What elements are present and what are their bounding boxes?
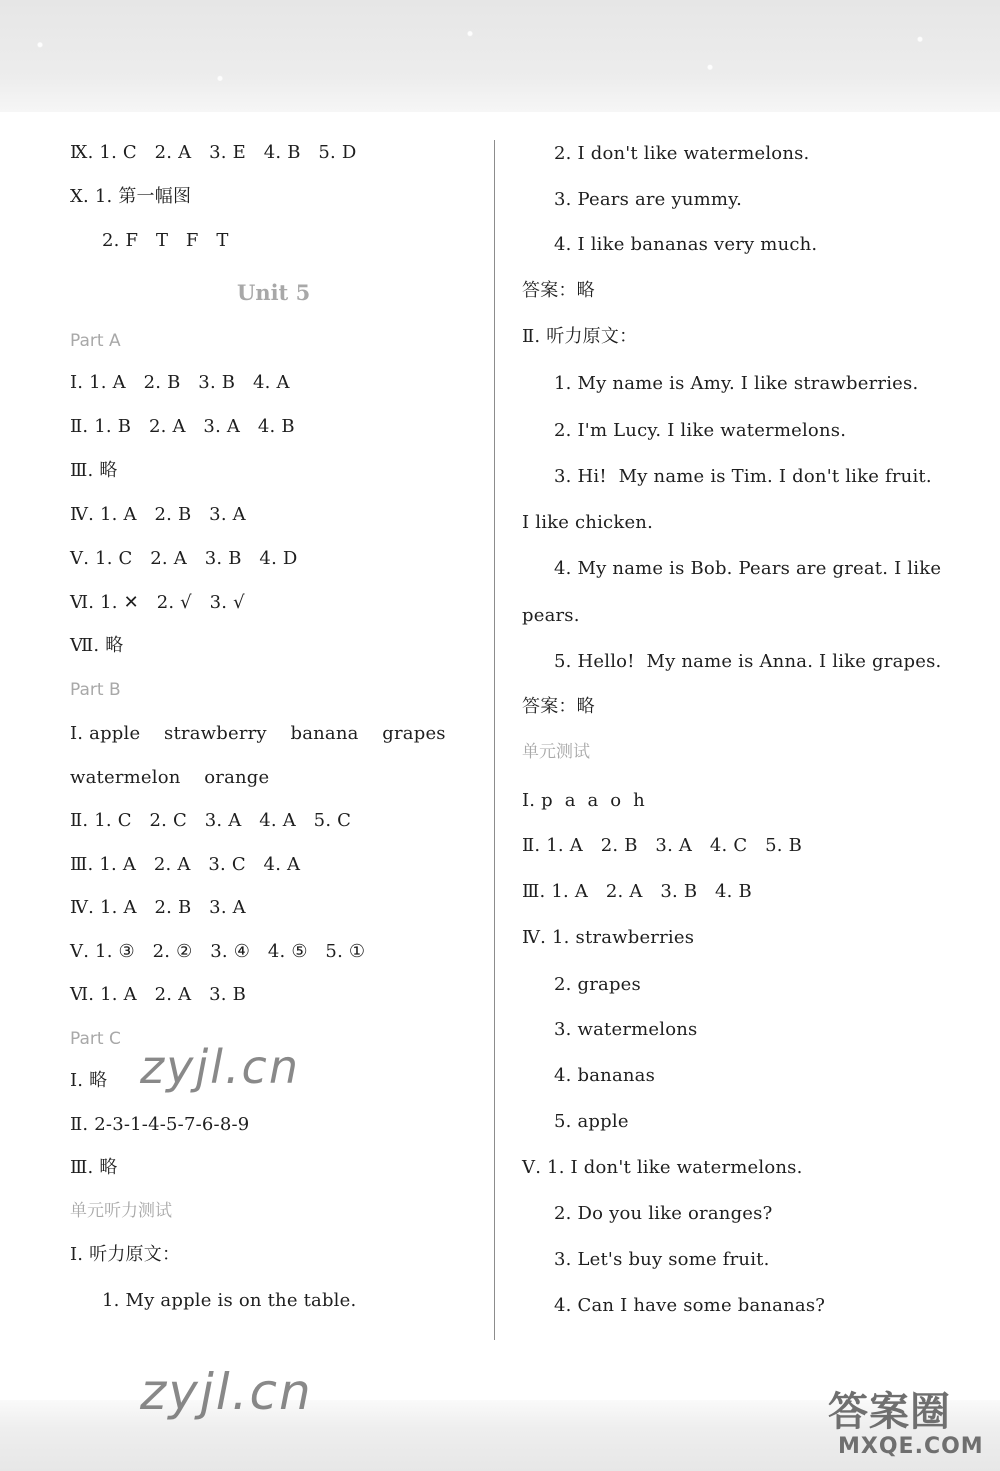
watermark-url: MXQE.COM xyxy=(838,1434,984,1459)
right-line-11: pears. xyxy=(522,605,580,626)
unit-test-line-5c: 3. Let's buy some fruit. xyxy=(554,1249,770,1270)
part-c-line-3: Ⅲ. 略 xyxy=(70,1157,118,1178)
unit-test-line-5b: 2. Do you like oranges? xyxy=(554,1203,773,1224)
watermark-logo: 答案圈 xyxy=(828,1389,951,1435)
unit-test-line-5: Ⅴ. 1. I don't like watermelons. xyxy=(522,1157,803,1178)
part-c-line-2: Ⅱ. 2-3-1-4-5-7-6-8-9 xyxy=(70,1114,250,1135)
part-a-line-5: Ⅴ. 1. C 2. A 3. B 4. D xyxy=(70,548,298,569)
unit-test-heading: 单元测试 xyxy=(522,742,590,762)
unit-test-line-4: Ⅳ. 1. strawberries xyxy=(522,927,695,948)
listening-test-line-1: Ⅰ. 听力原文： xyxy=(70,1244,181,1265)
part-b-line-6: Ⅵ. 1. A 2. A 3. B xyxy=(70,984,246,1005)
right-line-7: 2. I'm Lucy. I like watermelons. xyxy=(554,420,847,441)
unit-test-line-3: Ⅲ. 1. A 2. A 3. B 4. B xyxy=(522,881,752,902)
unit-test-line-4c: 3. watermelons xyxy=(554,1019,698,1040)
part-a-heading: Part A xyxy=(70,331,121,351)
part-b-line-1: Ⅰ. apple strawberry banana grapes xyxy=(70,723,446,744)
part-a-line-7: Ⅶ. 略 xyxy=(70,635,124,656)
right-line-12: 5. Hello! My name is Anna. I like grapes. xyxy=(554,651,942,672)
right-line-6: 1. My name is Amy. I like strawberries. xyxy=(554,373,919,394)
right-line-3: 4. I like bananas very much. xyxy=(554,234,818,255)
right-line-9: I like chicken. xyxy=(522,512,654,533)
listening-test-heading: 单元听力测试 xyxy=(70,1201,172,1221)
right-answer-1: 答案：略 xyxy=(522,280,595,301)
part-c-heading: Part C xyxy=(70,1029,121,1049)
right-line-8: 3. Hi! My name is Tim. I don't like fruit. xyxy=(554,466,932,487)
watermark-zyjl-1: zyjl.cn xyxy=(140,1040,300,1094)
unit-test-line-4b: 2. grapes xyxy=(554,974,641,995)
part-a-line-4: Ⅳ. 1. A 2. B 3. A xyxy=(70,504,246,525)
listening-test-line-2: 1. My apple is on the table. xyxy=(102,1290,357,1311)
unit-test-line-4e: 5. apple xyxy=(554,1111,629,1132)
part-a-line-3: Ⅲ. 略 xyxy=(70,460,118,481)
answer-line-x: Ⅹ. 1. 第一幅图 xyxy=(70,186,192,207)
part-b-line-1-cont: watermelon orange xyxy=(70,767,270,788)
part-b-line-5: Ⅴ. 1. ③ 2. ② 3. ④ 4. ⑤ 5. ① xyxy=(70,941,366,962)
part-a-line-2: Ⅱ. 1. B 2. A 3. A 4. B xyxy=(70,416,295,437)
unit-test-line-5d: 4. Can I have some bananas? xyxy=(554,1295,826,1316)
part-b-line-4: Ⅳ. 1. A 2. B 3. A xyxy=(70,897,246,918)
part-b-line-2: Ⅱ. 1. C 2. C 3. A 4. A 5. C xyxy=(70,810,352,831)
right-answer-2: 答案：略 xyxy=(522,696,595,717)
right-listening-heading: Ⅱ. 听力原文： xyxy=(522,326,638,347)
part-a-line-6: Ⅵ. 1. ✕ 2. √ 3. √ xyxy=(70,592,245,613)
answer-line-ix: Ⅸ. 1. C 2. A 3. E 4. B 5. D xyxy=(70,142,357,163)
column-divider xyxy=(494,140,495,1340)
watermark-zyjl-2: zyjl.cn xyxy=(140,1363,313,1421)
unit-test-line-1: Ⅰ. p a a o h xyxy=(522,790,645,811)
right-line-1: 2. I don't like watermelons. xyxy=(554,143,810,164)
right-line-2: 3. Pears are yummy. xyxy=(554,189,743,210)
answer-line-x-2: 2. F T F T xyxy=(102,230,229,251)
header-decoration xyxy=(0,0,1000,112)
unit-test-line-2: Ⅱ. 1. A 2. B 3. A 4. C 5. B xyxy=(522,835,803,856)
part-b-line-3: Ⅲ. 1. A 2. A 3. C 4. A xyxy=(70,854,301,875)
unit-title: Unit 5 xyxy=(237,280,311,305)
unit-test-line-4d: 4. bananas xyxy=(554,1065,656,1086)
part-b-heading: Part B xyxy=(70,680,121,700)
part-c-line-1: Ⅰ. 略 xyxy=(70,1070,108,1091)
right-line-10: 4. My name is Bob. Pears are great. I like xyxy=(554,558,942,579)
part-a-line-1: Ⅰ. 1. A 2. B 3. B 4. A xyxy=(70,372,290,393)
